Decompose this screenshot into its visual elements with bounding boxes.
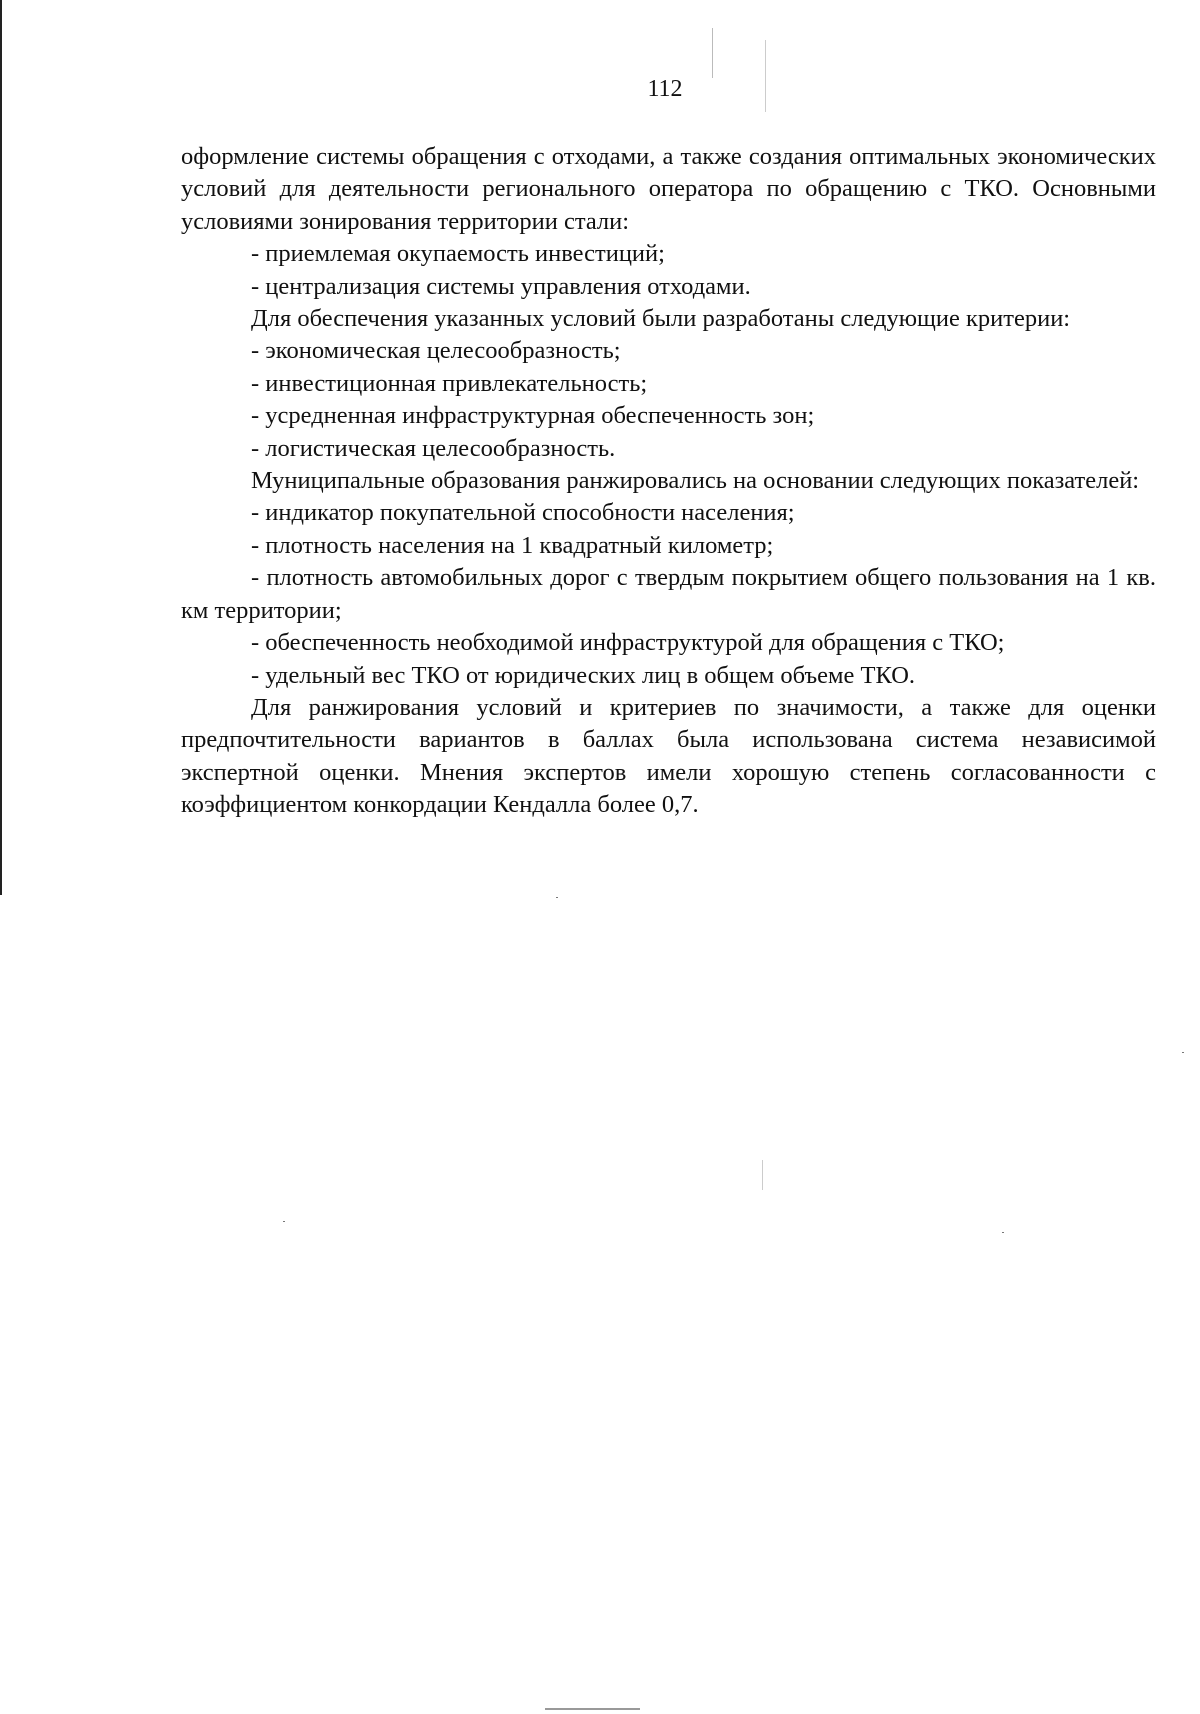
- list-item: - приемлемая окупаемость инвестиций;: [251, 240, 665, 268]
- page-number: 112: [647, 76, 683, 102]
- list-item: - усредненная инфраструктурная обеспеченность зон;: [251, 402, 815, 430]
- list-item: - плотность населения на 1 квадратный километр;: [251, 531, 774, 559]
- list-item: - логистическая целесообразность.: [251, 434, 616, 462]
- list-item: - индикатор покупательной способности населения;: [251, 499, 795, 527]
- ranking-paragraph: Муниципальные образования ранжировались на основании следующих показателей:: [251, 467, 1140, 495]
- scan-speck: [1002, 1232, 1004, 1233]
- list-item: - плотность автомобильных дорог с твердым покрытием общего пользования на 1 кв. км территории;: [181, 564, 1156, 624]
- paragraph-continuation: оформление системы обращения с отходами, а также создания оптимальных экономических условий для деятельности регионального оператора по обращению с ТКО. Основными условиями зонирования территории стали:: [181, 143, 1156, 235]
- scan-speck: [556, 897, 558, 898]
- scan-speck: [712, 28, 713, 78]
- scan-speck: [283, 1221, 285, 1222]
- list-item: - обеспеченность необходимой инфраструктурой для обращения с ТКО;: [251, 629, 1005, 657]
- list-item: - инвестиционная привлекательность;: [251, 369, 648, 397]
- scan-speck: [1182, 1052, 1184, 1053]
- scan-speck: [762, 1160, 763, 1190]
- list-item: - экономическая целесообразность;: [251, 337, 621, 365]
- expert-assessment-paragraph: Для ранжирования условий и критериев по значимости, а также для оценки предпочтительности вариантов в баллах была использована система независимой экспертной оценки. Мнения экспертов имели хорошую степень согласованности с коэффициентом конкордации Кендалла более 0,7.: [181, 693, 1156, 819]
- criteria-intro: Для обеспечения указанных условий были разработаны следующие критерии:: [251, 305, 1071, 333]
- scan-speck: [765, 40, 766, 112]
- body-text: [181, 141, 1156, 822]
- scan-speck: [545, 1708, 640, 1710]
- scan-edge-line: [0, 0, 2, 895]
- list-item: - удельный вес ТКО от юридических лиц в общем объеме ТКО.: [251, 661, 916, 689]
- list-item: - централизация системы управления отходами.: [251, 272, 751, 300]
